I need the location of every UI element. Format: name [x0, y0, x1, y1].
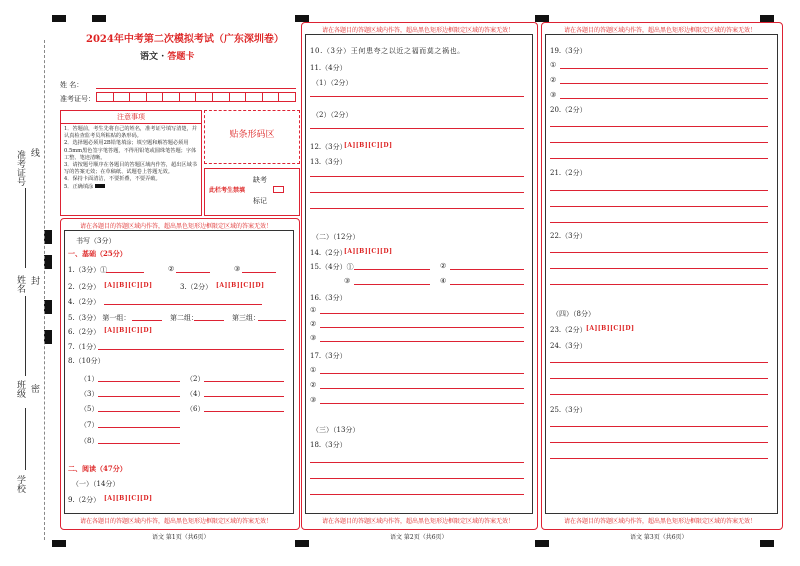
q10-label: 10.（3分）王何患夸之以近之福而莫之祸也。	[310, 47, 465, 55]
notice-item: 4．保持卡面清洁，不要折叠，不要弄破。	[64, 176, 161, 183]
answer-line[interactable]	[550, 206, 768, 207]
answer-line[interactable]	[310, 192, 524, 193]
q12-options[interactable]: [A][B][C][D]	[344, 142, 393, 149]
answer-line[interactable]	[258, 320, 286, 321]
absent-note: 此栏考生禁填	[209, 187, 246, 194]
q8-item: （6）	[186, 405, 205, 413]
q11-label: 11.（4分）	[310, 64, 347, 72]
q5-label-c: 第三组：	[232, 314, 260, 322]
q8-item: （2）	[186, 375, 205, 383]
part-heading: （三）（13分）	[312, 426, 360, 434]
answer-line[interactable]	[204, 381, 284, 382]
q13-label: 13.（3分）	[310, 158, 347, 166]
timing-mark	[44, 230, 52, 244]
writing-label: 书写（3分）	[76, 237, 116, 245]
answer-line[interactable]	[354, 284, 430, 285]
q8-item: （4）	[186, 390, 205, 398]
side-rule	[25, 188, 26, 268]
q14-label: 14.（2分）	[310, 249, 347, 257]
notice-box	[60, 110, 202, 216]
barcode-label: 贴条形码区	[229, 130, 275, 140]
answer-line[interactable]	[98, 443, 180, 444]
q7-label: 7.（1分）	[68, 343, 101, 351]
answer-line[interactable]	[98, 411, 180, 412]
answer-line[interactable]	[310, 208, 524, 209]
q19-label: 19.（3分）	[550, 47, 587, 55]
page-title: 2024年中考第二次模拟考试（广东深圳卷）	[86, 34, 284, 45]
answer-line[interactable]	[550, 426, 768, 427]
notice-item: 3．请按题号顺序在各题目的答题区域内作答，超出区域书写的答案无效；在草稿纸、试题卷上答题无效。	[64, 162, 197, 176]
timing-mark	[535, 540, 549, 547]
answer-line[interactable]	[450, 284, 524, 285]
absent-checkbox[interactable]	[273, 186, 284, 193]
barcode-area	[204, 110, 300, 164]
answer-line[interactable]	[550, 126, 768, 127]
answer-line[interactable]	[310, 478, 524, 479]
answer-line[interactable]	[320, 327, 524, 328]
q6-options[interactable]: [A][B][C][D]	[104, 327, 153, 334]
answer-line[interactable]	[550, 142, 768, 143]
timing-mark	[295, 15, 309, 22]
absent-label-2: 标记	[253, 197, 267, 205]
q8-item: （8）	[80, 437, 99, 445]
q20-label: 20.（2分）	[550, 106, 587, 114]
q8-item: （3）	[80, 390, 99, 398]
answer-line[interactable]	[310, 462, 524, 463]
id-label: 准考证号：	[60, 95, 95, 103]
q1-label-b: ②	[168, 265, 175, 273]
timing-mark	[52, 15, 66, 22]
notice-item: 5．正确填涂	[64, 184, 198, 191]
page-footer: 语文 第3页（共6页）	[630, 534, 688, 541]
q8-item: （7）	[80, 421, 99, 429]
name-field[interactable]	[96, 88, 296, 89]
warning-text: 请在各题目的答题区域内作答，超出黑色矩形边框限定区域的答案无效！	[564, 27, 757, 34]
answer-line[interactable]	[450, 269, 524, 270]
circle-num: ②	[310, 320, 317, 328]
q4-label: 4.（2分）	[68, 298, 101, 306]
q3-label: 3.（2分）	[180, 283, 213, 291]
timing-mark	[92, 15, 106, 22]
timing-mark	[535, 15, 549, 22]
answer-line[interactable]	[98, 381, 180, 382]
circle-num: ①	[550, 61, 557, 69]
timing-mark	[52, 540, 66, 547]
absent-label: 缺考	[253, 176, 267, 184]
part-heading: （一）（14分）	[72, 480, 120, 488]
circle-num: ①	[310, 366, 317, 374]
q1-label-c: ③	[234, 265, 241, 273]
answer-line[interactable]	[560, 68, 768, 69]
q1-label: 1.（3分）①	[68, 266, 108, 274]
q2-label: 2.（2分）	[68, 283, 101, 291]
answer-line[interactable]	[98, 396, 180, 397]
side-rule	[25, 296, 26, 376]
binding-line	[44, 40, 45, 540]
answer-line[interactable]	[242, 272, 276, 273]
q17-label: 17.（3分）	[310, 352, 347, 360]
answer-line[interactable]	[320, 373, 524, 374]
name-label: 姓 名：	[60, 81, 84, 89]
q8-label: 8.（10分）	[68, 357, 105, 365]
circle-num: ②	[550, 76, 557, 84]
absent-box	[204, 168, 300, 216]
answer-line[interactable]	[550, 458, 768, 459]
notice-item: 2．选择题必须用2B铅笔填涂；填空题和解答题必须用0.5mm黑色签字笔答题，不得用铅笔或圆珠笔答题；字体工整、笔迹清晰。	[64, 140, 197, 161]
answer-line[interactable]	[132, 320, 162, 321]
answer-line[interactable]	[550, 222, 768, 223]
answer-line[interactable]	[98, 349, 284, 350]
q15-label-d: ④	[440, 277, 447, 285]
answer-line[interactable]	[550, 394, 768, 395]
q16-label: 16.（3分）	[310, 294, 347, 302]
q22-label: 22.（3分）	[550, 232, 587, 240]
answer-line[interactable]	[310, 96, 524, 97]
q9-options[interactable]: [A][B][C][D]	[104, 495, 153, 502]
q23-label: 23.（2分）	[550, 326, 587, 334]
side-label-seal: 封	[29, 276, 39, 285]
timing-mark	[760, 540, 774, 547]
answer-line[interactable]	[354, 269, 430, 270]
circle-num: ③	[550, 91, 557, 99]
side-label-name: 姓名	[15, 275, 25, 293]
answer-line[interactable]	[550, 284, 768, 285]
answer-line[interactable]	[550, 190, 768, 191]
timing-mark	[295, 540, 309, 547]
q14-options[interactable]: [A][B][C][D]	[344, 248, 393, 255]
side-label-secret: 密	[29, 384, 39, 393]
circle-num: ①	[310, 306, 317, 314]
circle-num: ③	[310, 334, 317, 342]
warning-text: 请在各题目的答题区域内作答，超出黑色矩形边框限定区域的答案无效！	[322, 27, 515, 34]
part-heading: （四）（8分）	[552, 310, 595, 318]
q23-options[interactable]: [A][B][C][D]	[586, 325, 635, 332]
circle-num: ②	[310, 381, 317, 389]
answer-line[interactable]	[310, 494, 524, 495]
answer-line[interactable]	[106, 272, 144, 273]
q5-label: 5.（3分） 第一组：	[68, 314, 131, 322]
subject-title: 语文 · 答题卡	[140, 52, 195, 62]
answer-line[interactable]	[320, 341, 524, 342]
answer-line[interactable]	[204, 411, 284, 412]
answer-line[interactable]	[320, 403, 524, 404]
id-boxes[interactable]	[96, 92, 296, 102]
part-heading: （二）（12分）	[312, 233, 360, 241]
q24-label: 24.（3分）	[550, 342, 587, 350]
answer-line[interactable]	[176, 272, 210, 273]
side-label-id: 准考证号	[15, 150, 25, 186]
answer-line[interactable]	[320, 388, 524, 389]
answer-line[interactable]	[550, 158, 768, 159]
q15-label: 15.（4分）①	[310, 263, 354, 271]
answer-line[interactable]	[550, 362, 768, 363]
q25-label: 25.（3分）	[550, 406, 587, 414]
circle-num: ③	[310, 396, 317, 404]
side-label-school: 学校	[15, 475, 25, 493]
q15-label-b: ②	[440, 262, 447, 270]
answer-line[interactable]	[560, 98, 768, 99]
timing-mark	[44, 300, 52, 314]
warning-text: 请在各题目的答题区域内作答，超出黑色矩形边框限定区域的答案无效！	[322, 518, 515, 525]
notice-item: 1．答题前，考生先将自己的姓名，准考证号填写清楚，并认真检查监考员所粘贴的条形码。	[64, 126, 197, 140]
side-rule	[25, 408, 26, 470]
q2-options[interactable]: [A][B][C][D]	[104, 282, 153, 289]
answer-line[interactable]	[204, 396, 284, 397]
section-heading: 二、阅读（47分）	[68, 464, 127, 473]
q18-label: 18.（3分）	[310, 441, 347, 449]
q6-label: 6.（2分）	[68, 328, 101, 336]
q5-label-b: 第二组：	[170, 314, 198, 322]
q15-label-c: ③	[344, 277, 351, 285]
q9-label: 9.（2分）	[68, 496, 101, 504]
answer-line[interactable]	[310, 128, 524, 129]
timing-mark	[44, 330, 52, 344]
timing-mark	[44, 255, 52, 269]
notice-title: 注意事项	[61, 111, 201, 124]
timing-mark	[760, 15, 774, 22]
answer-line[interactable]	[550, 268, 768, 269]
q12-label: 12.（3分）	[310, 143, 347, 151]
answer-line[interactable]	[98, 427, 180, 428]
warning-text: 请在各题目的答题区域内作答，超出黑色矩形边框限定区域的答案无效！	[80, 518, 273, 525]
page-footer: 语文 第2页（共6页）	[390, 534, 448, 541]
answer-line[interactable]	[550, 442, 768, 443]
side-label-class: 班级	[15, 380, 25, 398]
answer-line[interactable]	[194, 320, 224, 321]
answer-line[interactable]	[320, 313, 524, 314]
section-heading: 一、基础（25分）	[68, 249, 127, 258]
q8-item: （1）	[80, 375, 99, 383]
warning-text: 请在各题目的答题区域内作答，超出黑色矩形边框限定区域的答案无效！	[80, 223, 273, 230]
q21-label: 21.（2分）	[550, 169, 587, 177]
q8-item: （5）	[80, 405, 99, 413]
answer-line[interactable]	[550, 252, 768, 253]
answer-line[interactable]	[104, 304, 262, 305]
answer-line[interactable]	[310, 176, 524, 177]
q11a-label: （1）（2分）	[312, 79, 353, 87]
side-label-line: 线	[29, 148, 39, 157]
page-footer: 语文 第1页（共6页）	[152, 534, 210, 541]
q11b-label: （2）（2分）	[312, 111, 353, 119]
answer-line[interactable]	[550, 378, 768, 379]
warning-text: 请在各题目的答题区域内作答，超出黑色矩形边框限定区域的答案无效！	[564, 518, 757, 525]
q3-options[interactable]: [A][B][C][D]	[216, 282, 265, 289]
answer-line[interactable]	[560, 83, 768, 84]
